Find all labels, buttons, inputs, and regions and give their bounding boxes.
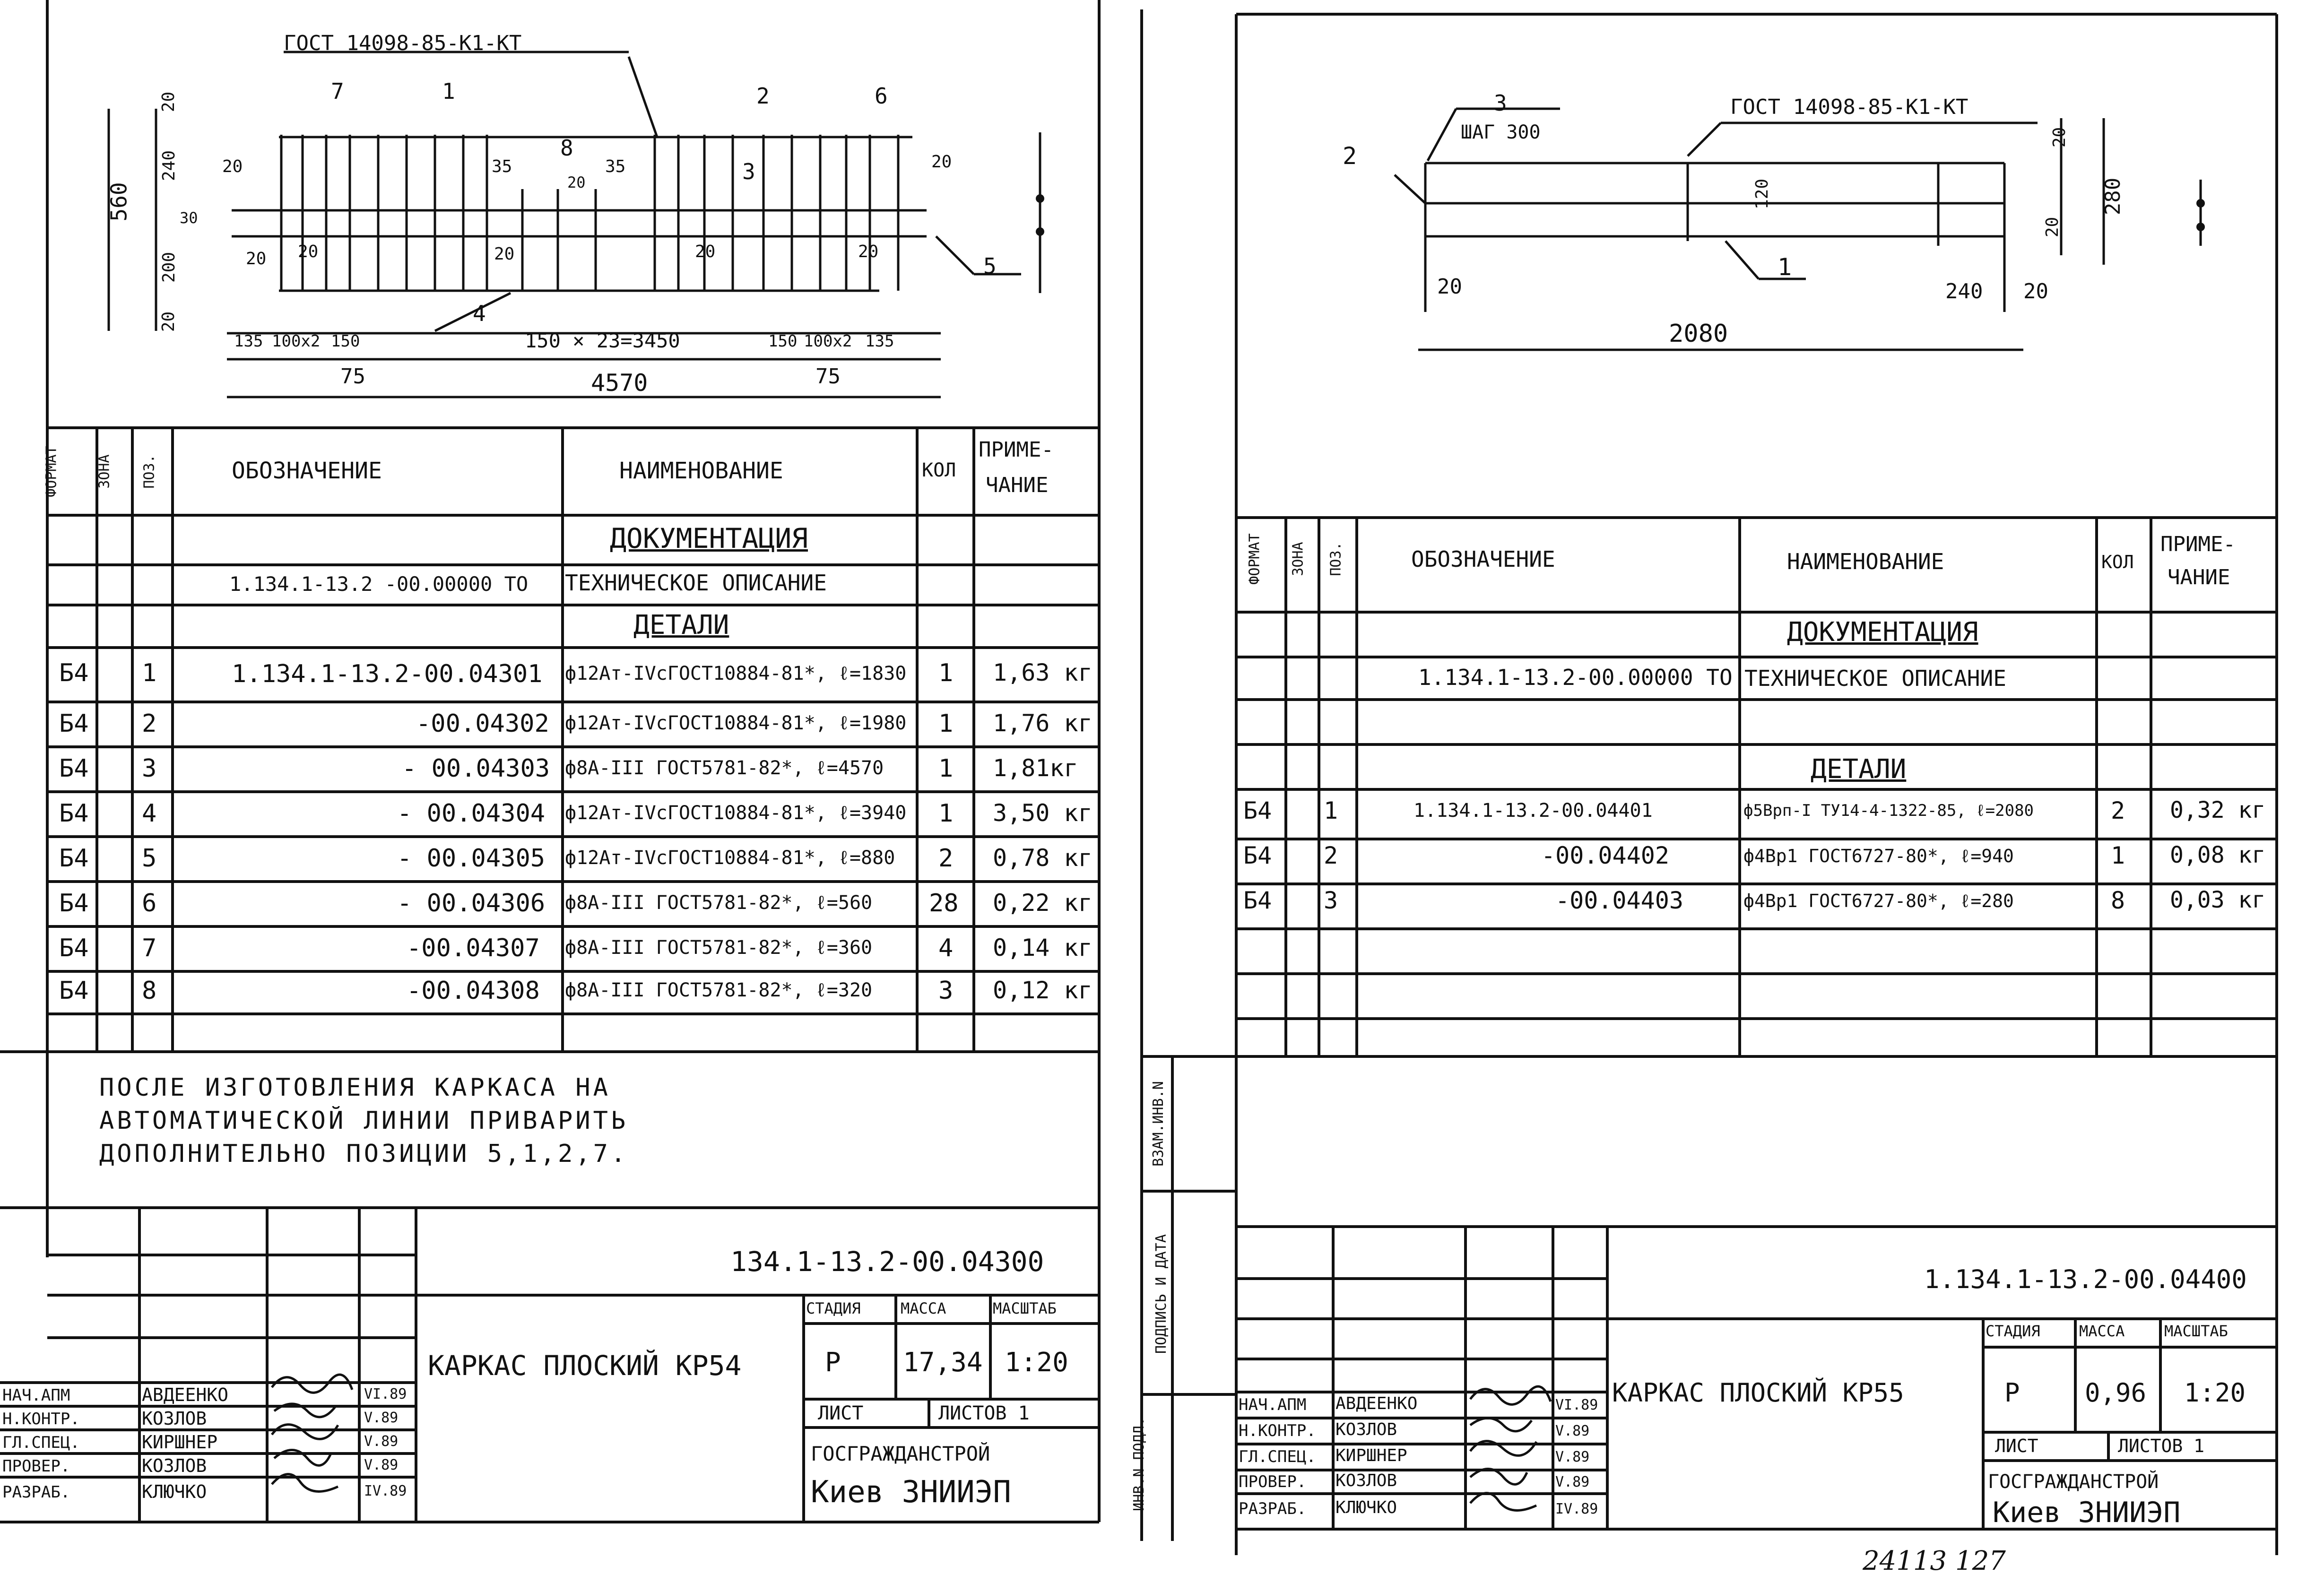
cell-pos: 5 xyxy=(142,844,157,873)
staff-role: НАЧ.АПМ xyxy=(2,1386,70,1405)
cell-format: Б4 xyxy=(59,844,89,873)
staff-date: V.89 xyxy=(1555,1449,1590,1465)
cell-format: Б4 xyxy=(59,934,89,962)
staff-date: V.89 xyxy=(364,1457,399,1473)
staff-date: IV.89 xyxy=(364,1483,407,1499)
header-qty: КОЛ xyxy=(922,459,956,481)
cell-designation: - 00.04306 xyxy=(397,889,546,917)
header-pos: ПОЗ. xyxy=(141,454,158,489)
cell-pos: 1 xyxy=(142,659,157,687)
doc-name: ТЕХНИЧЕСКОЕ ОПИСАНИЕ xyxy=(1744,666,2006,691)
sheets-label: ЛИСТОВ 1 xyxy=(938,1402,1030,1424)
mass-header: МАССА xyxy=(2079,1322,2125,1340)
cell-designation: - 00.04305 xyxy=(397,844,546,873)
cell-pos: 8 xyxy=(142,977,157,1005)
cell-qty: 1 xyxy=(938,659,954,687)
cell-qty: 3 xyxy=(938,977,954,1005)
section-title: ДЕТАЛИ xyxy=(1811,754,1907,785)
cell-name: ф8А-III ГОСТ5781-82*, ℓ=360 xyxy=(565,937,873,959)
doc-name: ТЕХНИЧЕСКОЕ ОПИСАНИЕ xyxy=(565,570,827,596)
cell-qty: 2 xyxy=(938,844,954,873)
staff-date: V.89 xyxy=(1555,1474,1590,1490)
staff-name: КЛЮЧКО xyxy=(1335,1498,1397,1517)
staff-date: V.89 xyxy=(364,1410,399,1426)
callout-label: 5 xyxy=(983,253,997,279)
staff-role: РАЗРАБ. xyxy=(2,1483,70,1502)
dim-label: 20 xyxy=(159,311,179,332)
cell-pos: 1 xyxy=(1324,797,1338,824)
cell-name: ф4Вр1 ГОСТ6727-80*, ℓ=280 xyxy=(1743,891,2014,911)
dim-label: 20 xyxy=(298,242,319,261)
cell-format: Б4 xyxy=(59,754,89,783)
header-zone: ЗОНА xyxy=(1290,542,1307,576)
header-zone: ЗОНА xyxy=(96,454,113,489)
staff-name: КЛЮЧКО xyxy=(142,1481,207,1502)
dim-label: 150 xyxy=(331,332,360,351)
cell-pos: 7 xyxy=(142,934,157,962)
cell-qty: 1 xyxy=(938,709,954,738)
drawing-title: КАРКАС ПЛОСКИЙ КР55 xyxy=(1612,1378,1904,1408)
header-designation: ОБОЗНАЧЕНИЕ xyxy=(1411,546,1555,572)
header-format: ФОРМАТ xyxy=(1246,533,1263,585)
dim-label: 4570 xyxy=(591,369,648,397)
cell-format: Б4 xyxy=(59,977,89,1005)
header-note: ЧАНИЕ xyxy=(2168,565,2230,589)
dim-label: 200 xyxy=(159,251,179,283)
dim-label: 150 xyxy=(768,332,798,351)
cell-format: Б4 xyxy=(59,889,89,917)
gost-label: ГОСТ 14098-85-К1-КТ xyxy=(1730,95,1968,119)
cell-pos: 6 xyxy=(142,889,157,917)
callout-label: 2 xyxy=(756,83,770,109)
staff-role: ГЛ.СПЕЦ. xyxy=(2,1433,80,1452)
org-name: ГОСГРАЖДАНСТРОЙ xyxy=(811,1442,990,1465)
header-note: ЧАНИЕ xyxy=(986,473,1049,497)
scale-value: 1:20 xyxy=(1005,1347,1068,1378)
section-title: ДОКУМЕНТАЦИЯ xyxy=(610,522,808,554)
dim-label: 35 xyxy=(492,157,512,176)
scale-header: МАСШТАБ xyxy=(2164,1322,2228,1340)
doc-designation: 1.134.1-13.2 -00.00000 ТО xyxy=(229,572,529,596)
staff-role: Н.КОНТР. xyxy=(1239,1421,1316,1440)
doc-designation: 1.134.1-13.2-00.00000 ТО xyxy=(1418,665,1733,690)
cell-designation: -00.04302 xyxy=(416,709,549,738)
dim-label: 20 xyxy=(2050,127,2070,148)
stage-value: Р xyxy=(2004,1378,2020,1408)
cell-qty: 1 xyxy=(938,799,954,828)
drawing-code: 1.134.1-13.2-00.04400 xyxy=(1924,1264,2247,1294)
cell-name: ф8А-III ГОСТ5781-82*, ℓ=320 xyxy=(565,979,873,1001)
dim-label: 240 xyxy=(1945,279,1983,303)
cell-format: Б4 xyxy=(1243,842,1272,869)
cell-qty: 8 xyxy=(2111,887,2125,914)
cell-qty: 2 xyxy=(2111,797,2125,824)
cell-pos: 4 xyxy=(142,799,157,828)
callout-label: 6 xyxy=(875,83,888,109)
cell-note: 1,76 кг xyxy=(993,709,1093,737)
cell-note: 0,22 кг xyxy=(993,889,1093,917)
header-pos: ПОЗ. xyxy=(1327,542,1344,576)
dim-label: 560 xyxy=(106,182,132,222)
header-name: НАИМЕНОВАНИЕ xyxy=(619,458,783,484)
staff-date: IV.89 xyxy=(1555,1501,1598,1517)
callout-label: 3 xyxy=(742,159,755,184)
callout-label: 1 xyxy=(1778,253,1792,281)
cell-name: ф12Ат-IVсГОСТ10884-81*, ℓ=1830 xyxy=(565,663,907,684)
dim-label: 75 xyxy=(340,364,365,389)
cell-pos: 2 xyxy=(142,709,157,738)
drawing-title: КАРКАС ПЛОСКИЙ КР54 xyxy=(428,1350,742,1382)
org-city: Киев ЗНИИЭП xyxy=(1993,1496,2181,1529)
staff-name: АВДЕЕНКО xyxy=(142,1384,229,1405)
staff-date: V.89 xyxy=(1555,1423,1590,1439)
handwritten-page-number: 24113 127 xyxy=(1863,1546,2006,1576)
dim-label: 280 xyxy=(2101,177,2125,216)
cell-format: Б4 xyxy=(59,709,89,738)
note-line: ДОПОЛНИТЕЛЬНО ПОЗИЦИИ 5,1,2,7. xyxy=(99,1140,629,1168)
staff-role: РАЗРАБ. xyxy=(1239,1499,1307,1518)
mass-header: МАССА xyxy=(901,1299,946,1317)
staff-role: ГЛ.СПЕЦ. xyxy=(1239,1447,1316,1466)
cell-designation: - 00.04304 xyxy=(397,799,546,828)
cell-name: ф12Ат-IVсГОСТ10884-81*, ℓ=1980 xyxy=(565,712,907,734)
cell-name: ф12Ат-IVсГОСТ10884-81*, ℓ=3940 xyxy=(565,802,907,824)
dim-label: 20 xyxy=(222,157,243,176)
header-note: ПРИМЕ- xyxy=(2160,532,2236,556)
cell-name: ф4Вр1 ГОСТ6727-80*, ℓ=940 xyxy=(1743,846,2014,866)
cell-designation: 1.134.1-13.2-00.04401 xyxy=(1413,800,1653,822)
staff-name: КИРШНЕР xyxy=(1335,1446,1407,1465)
dim-label: 135 xyxy=(234,332,263,351)
staff-date: VI.89 xyxy=(1555,1397,1598,1413)
dim-label: 20 xyxy=(1437,275,1462,299)
stage-header: СТАДИЯ xyxy=(806,1299,861,1317)
cell-note: 1,81кг xyxy=(993,754,1078,782)
header-designation: ОБОЗНАЧЕНИЕ xyxy=(232,458,382,484)
side-label: ПОДПИСЬ И ДАТА xyxy=(1153,1234,1170,1354)
side-label: ИНВ.N ПОДЛ. xyxy=(1130,1417,1147,1511)
cell-note: 1,63 кг xyxy=(993,659,1093,686)
dim-label: 35 xyxy=(605,157,626,176)
cell-note: 0,12 кг xyxy=(993,977,1093,1004)
staff-role: ПРОВЕР. xyxy=(1239,1472,1307,1491)
cell-designation: -00.04308 xyxy=(407,977,540,1005)
mass-value: 0,96 xyxy=(2085,1378,2147,1408)
scale-value: 1:20 xyxy=(2184,1378,2246,1408)
staff-name: АВДЕЕНКО xyxy=(1335,1394,1418,1413)
section-title: ДОКУМЕНТАЦИЯ xyxy=(1787,617,1978,648)
staff-date: VI.89 xyxy=(364,1386,407,1402)
sheet-label: ЛИСТ xyxy=(1995,1436,2038,1456)
header-name: НАИМЕНОВАНИЕ xyxy=(1787,549,1944,574)
scale-header: МАСШТАБ xyxy=(993,1299,1057,1317)
dim-label: 75 xyxy=(815,364,841,389)
org-city: Киев ЗНИИЭП xyxy=(811,1475,1011,1510)
dim-label: 20 xyxy=(159,91,179,112)
dim-label: 100х2 xyxy=(272,332,321,351)
dim-label: 20 xyxy=(858,242,879,261)
cell-designation: 1.134.1-13.2-00.04301 xyxy=(232,660,543,688)
cell-qty: 4 xyxy=(938,934,954,962)
dim-label: 20 xyxy=(2043,216,2063,238)
dim-label: 20 xyxy=(494,244,515,264)
cell-format: Б4 xyxy=(59,799,89,828)
dim-label: 135 xyxy=(865,332,894,351)
staff-name: КИРШНЕР xyxy=(142,1432,218,1453)
dim-label: 20 xyxy=(246,249,267,268)
cell-format: Б4 xyxy=(59,659,89,687)
cell-qty: 28 xyxy=(929,889,959,917)
sheet-label: ЛИСТ xyxy=(818,1402,864,1424)
dim-label: 240 xyxy=(159,150,179,182)
callout-label: 4 xyxy=(473,301,486,326)
cell-note: 0,08 кг xyxy=(2170,842,2266,868)
cell-note: 0,32 кг xyxy=(2170,797,2266,823)
callout-label: 8 xyxy=(560,135,573,161)
cell-pos: 3 xyxy=(142,754,157,783)
dim-label: 120 xyxy=(1752,178,1772,210)
dim-label: 2080 xyxy=(1669,320,1728,348)
cell-pos: 2 xyxy=(1324,842,1338,869)
cell-designation: -00.04403 xyxy=(1555,887,1683,914)
dim-label: 150 × 23=3450 xyxy=(525,329,680,352)
header-note: ПРИМЕ- xyxy=(979,438,1054,462)
cell-pos: 3 xyxy=(1324,887,1338,914)
dim-label: 20 xyxy=(2023,279,2048,303)
dim-label: 20 xyxy=(567,173,586,191)
cell-format: Б4 xyxy=(1243,887,1272,914)
cell-note: 0,14 кг xyxy=(993,934,1093,961)
cell-qty: 1 xyxy=(938,754,954,783)
staff-name: КОЗЛОВ xyxy=(1335,1471,1397,1490)
dim-label: 20 xyxy=(931,152,952,172)
section-title: ДЕТАЛИ xyxy=(633,610,729,640)
cell-format: Б4 xyxy=(1243,797,1272,824)
drawing-code: 134.1-13.2-00.04300 xyxy=(730,1246,1044,1278)
cell-designation: -00.04307 xyxy=(407,934,540,962)
dim-label: 20 xyxy=(695,242,716,261)
staff-role: ПРОВЕР. xyxy=(2,1457,70,1476)
callout-label: 2 xyxy=(1343,142,1357,170)
note-line: АВТОМАТИЧЕСКОЙ ЛИНИИ ПРИВАРИТЬ xyxy=(99,1107,629,1135)
callout-label: 7 xyxy=(331,78,344,104)
staff-name: КОЗЛОВ xyxy=(142,1455,207,1476)
sheets-label: ЛИСТОВ 1 xyxy=(2118,1436,2205,1456)
cell-name: ф12Ат-IVсГОСТ10884-81*, ℓ=880 xyxy=(565,847,895,869)
staff-name: КОЗЛОВ xyxy=(1335,1420,1397,1439)
gost-label: ГОСТ 14098-85-К1-КТ xyxy=(284,31,522,55)
cell-note: 3,50 кг xyxy=(993,799,1093,827)
staff-date: V.89 xyxy=(364,1433,399,1450)
org-name: ГОСГРАЖДАНСТРОЙ xyxy=(1988,1471,2159,1493)
side-label: ВЗАМ.ИНВ.N xyxy=(1150,1081,1167,1167)
dim-label: 100х2 xyxy=(804,332,852,351)
cell-note: 0,03 кг xyxy=(2170,887,2266,913)
header-qty: КОЛ xyxy=(2101,552,2134,572)
staff-name: КОЗЛОВ xyxy=(142,1408,207,1429)
cell-qty: 1 xyxy=(2111,842,2125,869)
cell-name: ф5Врп-I ТУ14-4-1322-85, ℓ=2080 xyxy=(1743,801,2034,820)
step-label: ШАГ 300 xyxy=(1461,121,1541,143)
callout-label: 3 xyxy=(1494,90,1507,116)
cell-designation: - 00.04303 xyxy=(402,754,550,783)
callout-label: 1 xyxy=(442,78,455,104)
staff-role: НАЧ.АПМ xyxy=(1239,1395,1307,1414)
staff-role: Н.КОНТР. xyxy=(2,1410,80,1428)
cell-designation: -00.04402 xyxy=(1541,842,1669,869)
mass-value: 17,34 xyxy=(903,1347,983,1378)
cell-name: ф8А-III ГОСТ5781-82*, ℓ=560 xyxy=(565,892,873,914)
header-format: ФОРМАТ xyxy=(43,446,60,497)
note-line: ПОСЛЕ ИЗГОТОВЛЕНИЯ КАРКАСА НА xyxy=(99,1073,611,1102)
stage-value: Р xyxy=(825,1347,841,1378)
stage-header: СТАДИЯ xyxy=(1986,1322,2040,1340)
cell-name: ф8А-III ГОСТ5781-82*, ℓ=4570 xyxy=(565,757,884,779)
cell-note: 0,78 кг xyxy=(993,844,1093,872)
dim-label: 30 xyxy=(180,209,198,227)
